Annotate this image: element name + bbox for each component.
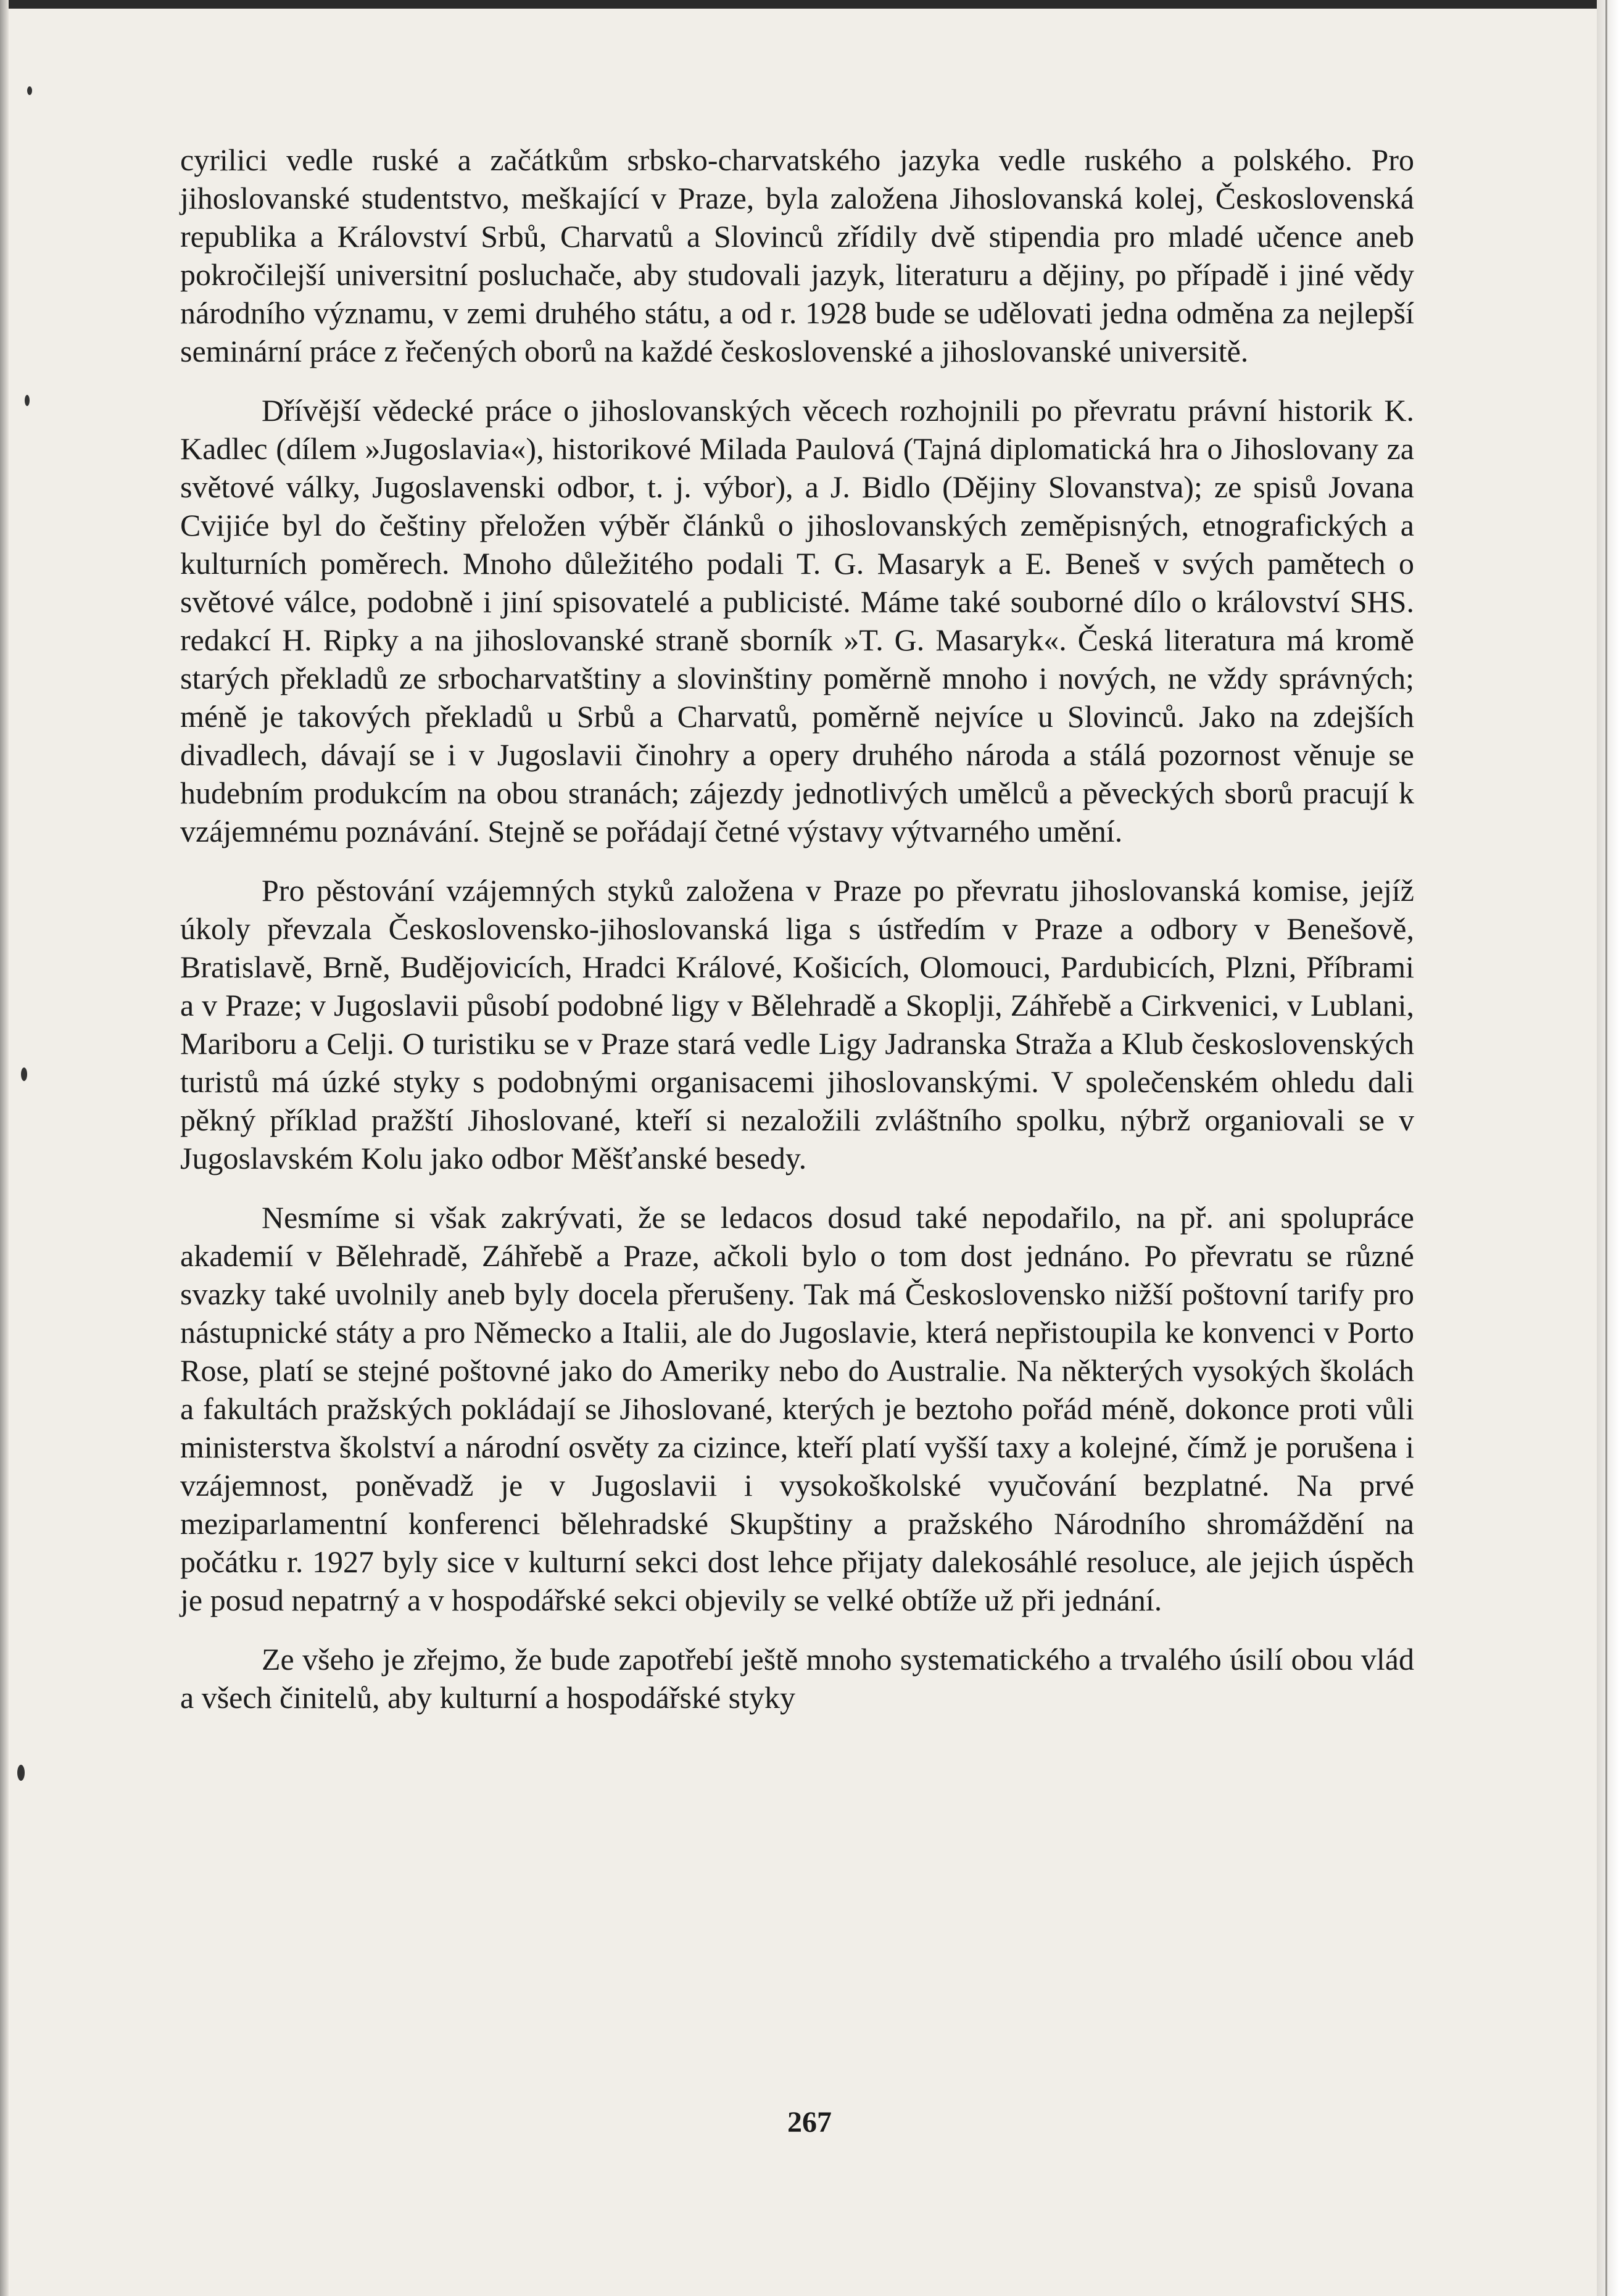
scan-top-edge xyxy=(0,0,1619,9)
scan-speck xyxy=(17,1765,25,1781)
scan-speck xyxy=(25,395,30,406)
page-number: 267 xyxy=(787,2106,832,2139)
paragraph-3: Pro pěstování vzájemných styků založena v Praze po převratu jihoslovanská komise, jejíž úkoly převzala Československo-jihoslovanská liga s ústředím v Praze a odbory v Benešově, Bratislavě, Brně, Budějovicích, Hradci Králové, Košicích, Olomouci, Pardubicích, Plzni, Příbrami a v Praze; v Jugoslavii působí podobné ligy v Bělehradě a Skoplji, Záhřebě a Cirkvenici, v Lublani, Mariboru a Celji. O turistiku se v Praze stará vedle Ligy Jadranska Straža a Klub československých turistů má úzké styky s podobnými organisacemi jihoslovanskými. V společenském ohledu dali pěkný příklad pražští Jihoslované, kteří si nezaložili zvláštního spolku, nýbrž organiovali se v Jugoslavském Kolu jako odbor Měšťanské besedy. xyxy=(180,873,1414,1175)
scan-speck xyxy=(27,86,32,95)
paragraph-2: Dřívější vědecké práce o jihoslovanských věcech rozhojnili po převratu právní historik K. Kadlec (dílem »Jugoslavia«), historikové Milada Paulová (Tajná diplomatická hra o Jihoslovany za světové války, Jugoslavenski odbor, t. j. výbor), a J. Bidlo (Dějiny Slovanstva); ze spisů Jovana Cvijiće byl do češtiny přeložen výběr článků o jihoslovanských zeměpisných, etnografických a kulturních poměrech. Mnoho důležitého podali T. G. Masaryk a E. Beneš v svých pamětech o světové válce, podobně i jiní spisovatelé a publicisté. Máme také souborné dílo o království SHS. redakcí H. Ripky a na jihoslovanské straně sborník »T. G. Masaryk«. Česká literatura má kromě starých překladů ze srbocharvatštiny a slovinštiny poměrně mnoho i nových, ne vždy správných; méně je takových překladů u Srbů a Charvatů, poměrně nejvíce u Slovinců. Jako na zdejších divadlech, dávají se i v Jugoslavii činohry a opery druhého národa a stálá pozornost věnuje se hudebním produkcím na obou stranách; zájezdy jednotlivých umělců a pěveckých sborů pracují k vzájemnému poznávání. Stejně se pořádají četné výstavy výtvarného umění. xyxy=(180,393,1414,848)
scan-speck xyxy=(21,1067,27,1081)
paragraph-4: Nesmíme si však zakrývati, že se ledacos dosud také nepodařilo, na př. ani spolupráce akademií v Bělehradě, Záhřebě a Praze, ačkoli bylo o tom dost jednáno. Po převratu se různé svazky také uvolnily aneb byly docela přerušeny. Tak má Československo nižší poštovní tarify pro nástupnické státy a pro Německo a Italii, ale do Jugoslavie, která nepřistoupila ke konvenci v Porto Rose, platí se stejné poštovné jako do Ameriky nebo do Australie. Na některých vysokých školách a fakultách pražských pokládají se Jihoslované, kterých je beztoho pořád méně, dokonce proti vůli ministerstva školství a národní osvěty za cizince, kteří platí vyšší taxy a kolejné, čímž je porušena i vzájemnost, poněvadž je v Jugoslavii i vysokoškolské vyučování bezplatné. Na prvé meziparlamentní konferenci bělehradské Skupštiny a pražského Národního shromáždění na počátku r. 1927 byly sice v kulturní sekci dost lehce přijaty dalekosáhlé resoluce, ale jejich úspěch je posud nepatrný a v hospodářské sekci objevily se velké obtíže už při jednání. xyxy=(180,1200,1414,1617)
paragraph-5: Ze všeho je zřejmo, že bude zapotřebí ještě mnoho systematického a trvalého úsilí obou vlád a všech činitelů, aby kulturní a hospodářské styky xyxy=(180,1642,1414,1715)
paragraph-1: cyrilici vedle ruské a začátkům srbsko-charvatského jazyka vedle ruského a polského. Pro jihoslovanské studentstvo, meškající v Praze, byla založena Jihoslovanská kolej, Československá republika a Království Srbů, Charvatů a Slovinců zřídily dvě stipendia pro mladé učence aneb pokročilejší universitní posluchače, aby studovali jazyk, literaturu a dějiny, po případě i jiné vědy národního významu, v zemi druhého státu, a od r. 1928 bude se udělovati jedna odměna za nejlepší seminární práce z řečených oborů na každé československé a jihoslovanské universitě. xyxy=(180,143,1414,368)
scan-right-edge xyxy=(1597,0,1619,2296)
body-text xyxy=(180,141,1414,1738)
scan-left-edge xyxy=(0,0,9,2296)
binding-line xyxy=(1605,0,1607,2296)
